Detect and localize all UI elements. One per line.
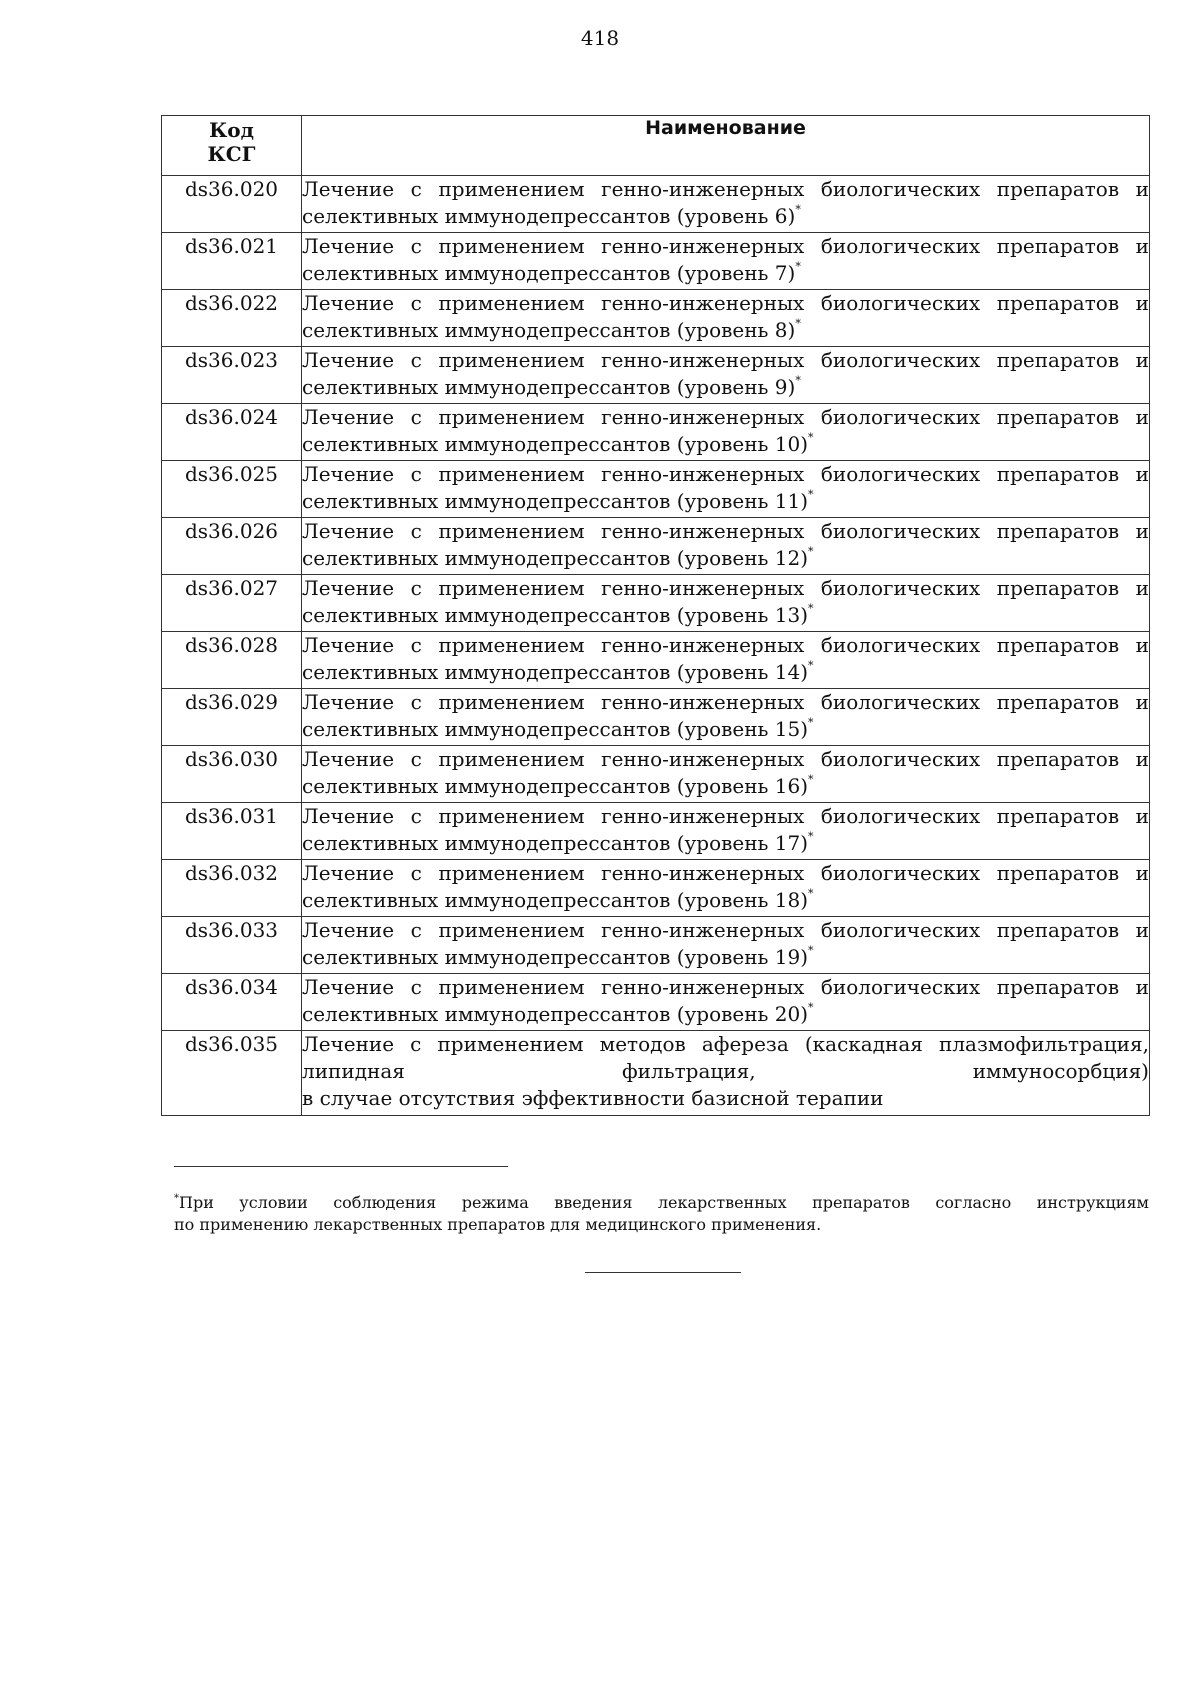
row-code: ds36.033 — [162, 917, 302, 974]
table-row — [162, 290, 1150, 347]
footnote-marker: * — [808, 1001, 814, 1014]
row-name-line3: в случае отсутствия эффективности базисной терапии — [302, 1086, 884, 1110]
row-name-line1: Лечение с применением генно-инженерных биологических препаратов и — [302, 576, 1149, 600]
row-name-line2: селективных иммунодепрессантов (уровень 6)* — [302, 203, 801, 228]
row-name-line2: селективных иммунодепрессантов (уровень 13)* — [302, 602, 814, 627]
footnote-marker: * — [808, 887, 814, 900]
table-row — [162, 176, 1150, 233]
row-name — [302, 917, 1150, 974]
row-code: ds36.035 — [162, 1031, 302, 1116]
row-name-line1: Лечение с применением генно-инженерных биологических препаратов и — [302, 234, 1149, 258]
row-code: ds36.029 — [162, 689, 302, 746]
row-name-line1: Лечение с применением генно-инженерных биологических препаратов и — [302, 975, 1149, 999]
row-name-line2: селективных иммунодепрессантов (уровень 12)* — [302, 545, 814, 570]
table-row — [162, 632, 1150, 689]
column-header-code — [162, 116, 302, 176]
table-row — [162, 860, 1150, 917]
table-row — [162, 974, 1150, 1031]
row-code: ds36.021 — [162, 233, 302, 290]
row-name-line2: селективных иммунодепрессантов (уровень 14)* — [302, 659, 814, 684]
footnote-marker: * — [795, 260, 801, 273]
footnote-marker: * — [795, 374, 801, 387]
row-name-line1: Лечение с применением генно-инженерных биологических препаратов и — [302, 348, 1149, 372]
row-name — [302, 404, 1150, 461]
row-name — [302, 347, 1150, 404]
table-row — [162, 746, 1150, 803]
footnote-marker: * — [808, 944, 814, 957]
row-name-line1: Лечение с применением генно-инженерных биологических препаратов и — [302, 918, 1149, 942]
table-row — [162, 575, 1150, 632]
row-name — [302, 860, 1150, 917]
row-name — [302, 233, 1150, 290]
footnote-marker: * — [808, 659, 814, 672]
table-row — [162, 917, 1150, 974]
row-name-line2: селективных иммунодепрессантов (уровень 8)* — [302, 317, 801, 342]
row-code: ds36.024 — [162, 404, 302, 461]
row-name-line2: селективных иммунодепрессантов (уровень 9)* — [302, 374, 801, 399]
footnote-line1: *При условии соблюдения режима введения лекарственных препаратов согласно инструкциям — [174, 1193, 1149, 1212]
row-name-line1: Лечение с применением генно-инженерных биологических препаратов и — [302, 861, 1149, 885]
row-name — [302, 974, 1150, 1031]
table-row — [162, 404, 1150, 461]
row-name — [302, 803, 1150, 860]
row-name — [302, 575, 1150, 632]
footnote-marker: * — [808, 716, 814, 729]
row-name — [302, 1031, 1150, 1116]
row-code: ds36.022 — [162, 290, 302, 347]
row-name-line1: Лечение с применением генно-инженерных биологических препаратов и — [302, 405, 1149, 429]
row-name-line2: селективных иммунодепрессантов (уровень 15)* — [302, 716, 814, 741]
table-row — [162, 1031, 1150, 1116]
row-name — [302, 290, 1150, 347]
row-code: ds36.034 — [162, 974, 302, 1031]
row-name-line1: Лечение с применением генно-инженерных биологических препаратов и — [302, 804, 1149, 828]
row-name-line2: селективных иммунодепрессантов (уровень 10)* — [302, 431, 814, 456]
ksg-table — [161, 115, 1150, 1116]
row-name — [302, 689, 1150, 746]
footnote-marker: * — [795, 317, 801, 330]
row-name-line1: Лечение с применением генно-инженерных биологических препаратов и — [302, 462, 1149, 486]
row-name-line2: селективных иммунодепрессантов (уровень 7)* — [302, 260, 801, 285]
row-code: ds36.023 — [162, 347, 302, 404]
row-name-line1: Лечение с применением генно-инженерных биологических препаратов и — [302, 291, 1149, 315]
footnote-marker: * — [808, 545, 814, 558]
footnote-separator — [174, 1166, 508, 1167]
row-name-line1: Лечение с применением генно-инженерных биологических препаратов и — [302, 633, 1149, 657]
footnote-marker: * — [808, 431, 814, 444]
row-name-line2: селективных иммунодепрессантов (уровень 18)* — [302, 887, 814, 912]
row-code: ds36.032 — [162, 860, 302, 917]
row-name — [302, 518, 1150, 575]
column-header-code-line1: Код — [209, 118, 254, 142]
table-row — [162, 518, 1150, 575]
footnote-marker: * — [808, 830, 814, 843]
row-code: ds36.027 — [162, 575, 302, 632]
footnote-marker: * — [795, 203, 801, 216]
table-row — [162, 689, 1150, 746]
row-name — [302, 746, 1150, 803]
footnote-marker: * — [808, 488, 814, 501]
end-separator — [585, 1272, 741, 1273]
footnote-mark: * — [174, 1193, 179, 1204]
row-code: ds36.026 — [162, 518, 302, 575]
footnote — [174, 1192, 1149, 1236]
footnote-marker: * — [808, 602, 814, 615]
row-name — [302, 461, 1150, 518]
row-name-line1: Лечение с применением генно-инженерных биологических препаратов и — [302, 747, 1149, 771]
column-header-name: Наименование — [302, 116, 1150, 176]
table-row — [162, 347, 1150, 404]
table-row — [162, 233, 1150, 290]
row-name-line2: селективных иммунодепрессантов (уровень 16)* — [302, 773, 814, 798]
footnote-line2: по применению лекарственных препаратов для медицинского применения. — [174, 1215, 822, 1234]
row-name — [302, 632, 1150, 689]
row-name-line2: селективных иммунодепрессантов (уровень 20)* — [302, 1001, 814, 1026]
row-name-line2: селективных иммунодепрессантов (уровень 19)* — [302, 944, 814, 969]
row-code: ds36.025 — [162, 461, 302, 518]
table-header-row — [162, 116, 1150, 176]
row-name — [302, 176, 1150, 233]
row-name-line1: Лечение с применением генно-инженерных биологических препаратов и — [302, 519, 1149, 543]
row-name-line1: Лечение с применением методов афереза (каскадная плазмофильтрация, — [302, 1032, 1149, 1056]
row-code: ds36.020 — [162, 176, 302, 233]
row-code: ds36.031 — [162, 803, 302, 860]
row-name-line1: Лечение с применением генно-инженерных биологических препаратов и — [302, 690, 1149, 714]
column-header-code-line2: КСГ — [207, 142, 256, 166]
row-name-line1: Лечение с применением генно-инженерных биологических препаратов и — [302, 177, 1149, 201]
table-row — [162, 803, 1150, 860]
row-name-line2: липидная фильтрация, иммуносорбция) — [302, 1059, 1149, 1083]
row-name-line2: селективных иммунодепрессантов (уровень 11)* — [302, 488, 814, 513]
row-code: ds36.028 — [162, 632, 302, 689]
row-code: ds36.030 — [162, 746, 302, 803]
table-row — [162, 461, 1150, 518]
page-number: 418 — [580, 26, 620, 50]
footnote-marker: * — [808, 773, 814, 786]
row-name-line2: селективных иммунодепрессантов (уровень 17)* — [302, 830, 814, 855]
